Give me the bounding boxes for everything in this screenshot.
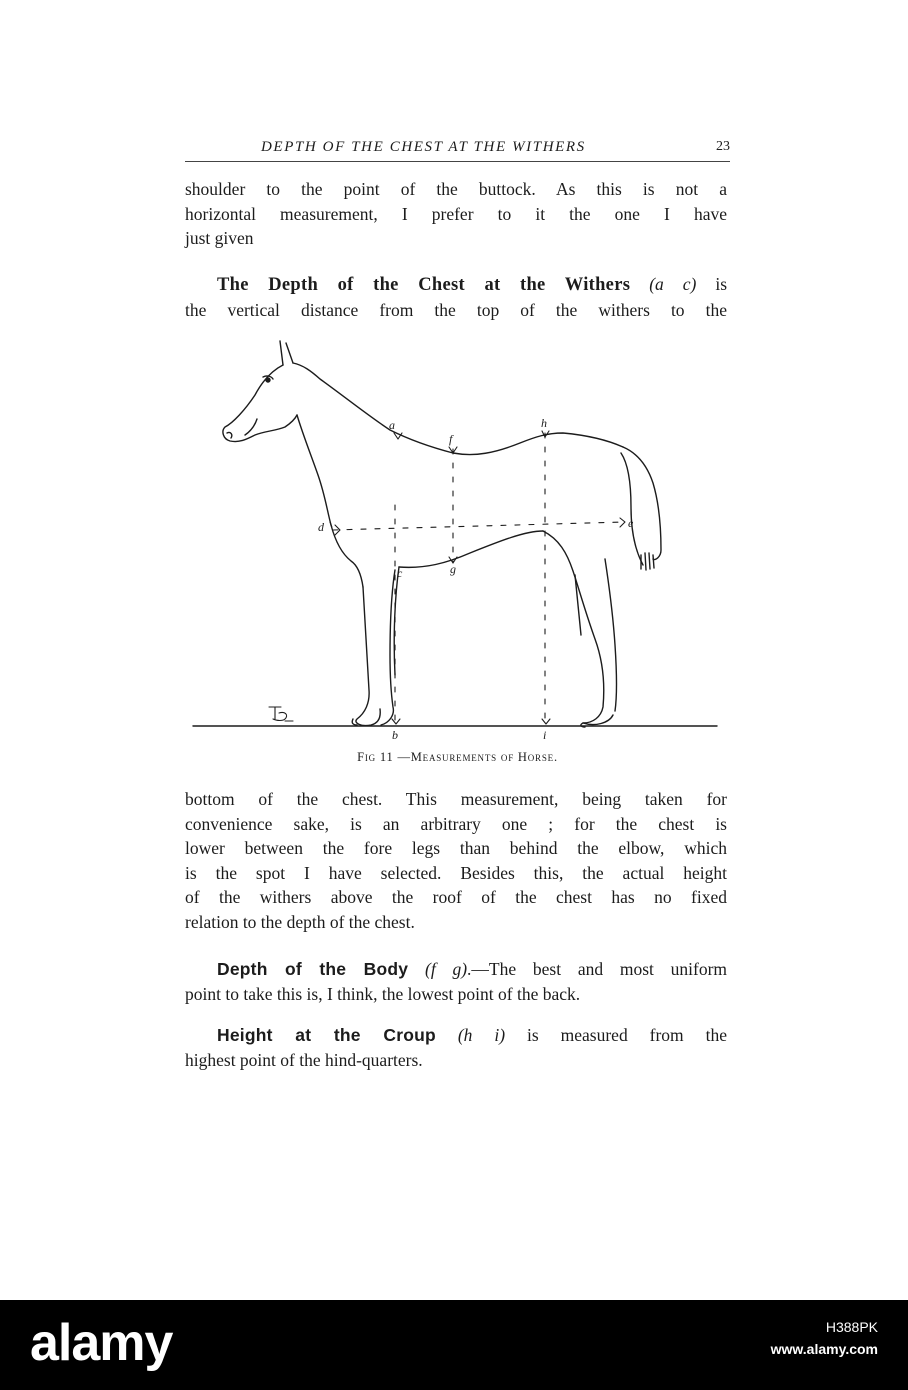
text-line bbox=[185, 272, 727, 298]
label-c: c bbox=[397, 566, 403, 580]
text-line: highest point of the hind-quarters. bbox=[185, 1049, 423, 1070]
label-f: f bbox=[449, 432, 453, 446]
text-run: is measured from the bbox=[505, 1025, 727, 1045]
image-id-block bbox=[771, 1316, 878, 1360]
running-head bbox=[185, 137, 730, 161]
text-line: of the withers above the roof of the chest has no fixed bbox=[185, 887, 727, 907]
section-heading: The Depth of the Chest at the Withers bbox=[217, 275, 631, 295]
text-line: convenience sake, is an arbitrary one ; for the chest is bbox=[185, 813, 727, 834]
paragraph-chest-depth bbox=[185, 272, 727, 322]
paragraph-chest-explanation bbox=[185, 787, 727, 934]
measurement-ref: (a c) bbox=[649, 274, 697, 294]
horse-drawing bbox=[223, 341, 661, 727]
artist-monogram bbox=[269, 707, 293, 721]
text-line bbox=[185, 957, 727, 982]
paragraph-croup-height bbox=[185, 1023, 727, 1072]
text-line: bottom of the chest. This measurement, being taken for bbox=[185, 789, 727, 809]
text-run: .—The best and most uniform bbox=[467, 959, 728, 979]
section-heading: Height at the Croup bbox=[217, 1025, 436, 1045]
paragraph-body-depth bbox=[185, 957, 727, 1006]
text-line bbox=[185, 1023, 727, 1048]
horse-measurement-figure bbox=[185, 335, 730, 745]
label-g: g bbox=[450, 562, 456, 576]
text-line: shoulder to the point of the buttock. As this is not a bbox=[185, 179, 727, 199]
label-h: h bbox=[541, 416, 547, 430]
running-title: DEPTH OF THE CHEST AT THE WITHERS bbox=[261, 139, 586, 155]
watermark-url: www.alamy.com bbox=[770, 1341, 878, 1357]
page-number: 23 bbox=[716, 139, 730, 154]
measurement-ref: (f g) bbox=[425, 959, 468, 979]
image-id: H388PK bbox=[825, 1319, 878, 1335]
alamy-logo: alamy bbox=[30, 1314, 173, 1372]
text-line: just given bbox=[185, 228, 254, 248]
text-line: relation to the depth of the chest. bbox=[185, 911, 415, 932]
text-line: lower between the fore legs than behind the elbow, which bbox=[185, 838, 727, 858]
text-line: point to take this is, I think, the lowest point of the back. bbox=[185, 983, 581, 1004]
label-e: e bbox=[628, 516, 634, 530]
text-run: is bbox=[696, 274, 728, 294]
measurement-marks bbox=[335, 431, 625, 724]
label-a: a bbox=[389, 418, 395, 432]
text-line: horizontal measurement, I prefer to it the one I have bbox=[185, 203, 727, 224]
measurement-ref: (h i) bbox=[457, 1025, 506, 1045]
header-rule bbox=[185, 161, 730, 162]
label-d: d bbox=[318, 520, 324, 534]
label-b: b bbox=[392, 728, 398, 742]
measurement-lines bbox=[330, 433, 625, 725]
label-i: i bbox=[543, 728, 547, 742]
text-line: is the spot I have selected. Besides this, the actual height bbox=[185, 862, 727, 883]
paragraph-continuation bbox=[185, 177, 727, 251]
figure-caption: Fig 11 —Measurements of Horse. bbox=[357, 750, 558, 764]
text-line: the vertical distance from the top of the withers to the bbox=[185, 299, 727, 320]
section-heading: Depth of the Body bbox=[217, 959, 409, 979]
